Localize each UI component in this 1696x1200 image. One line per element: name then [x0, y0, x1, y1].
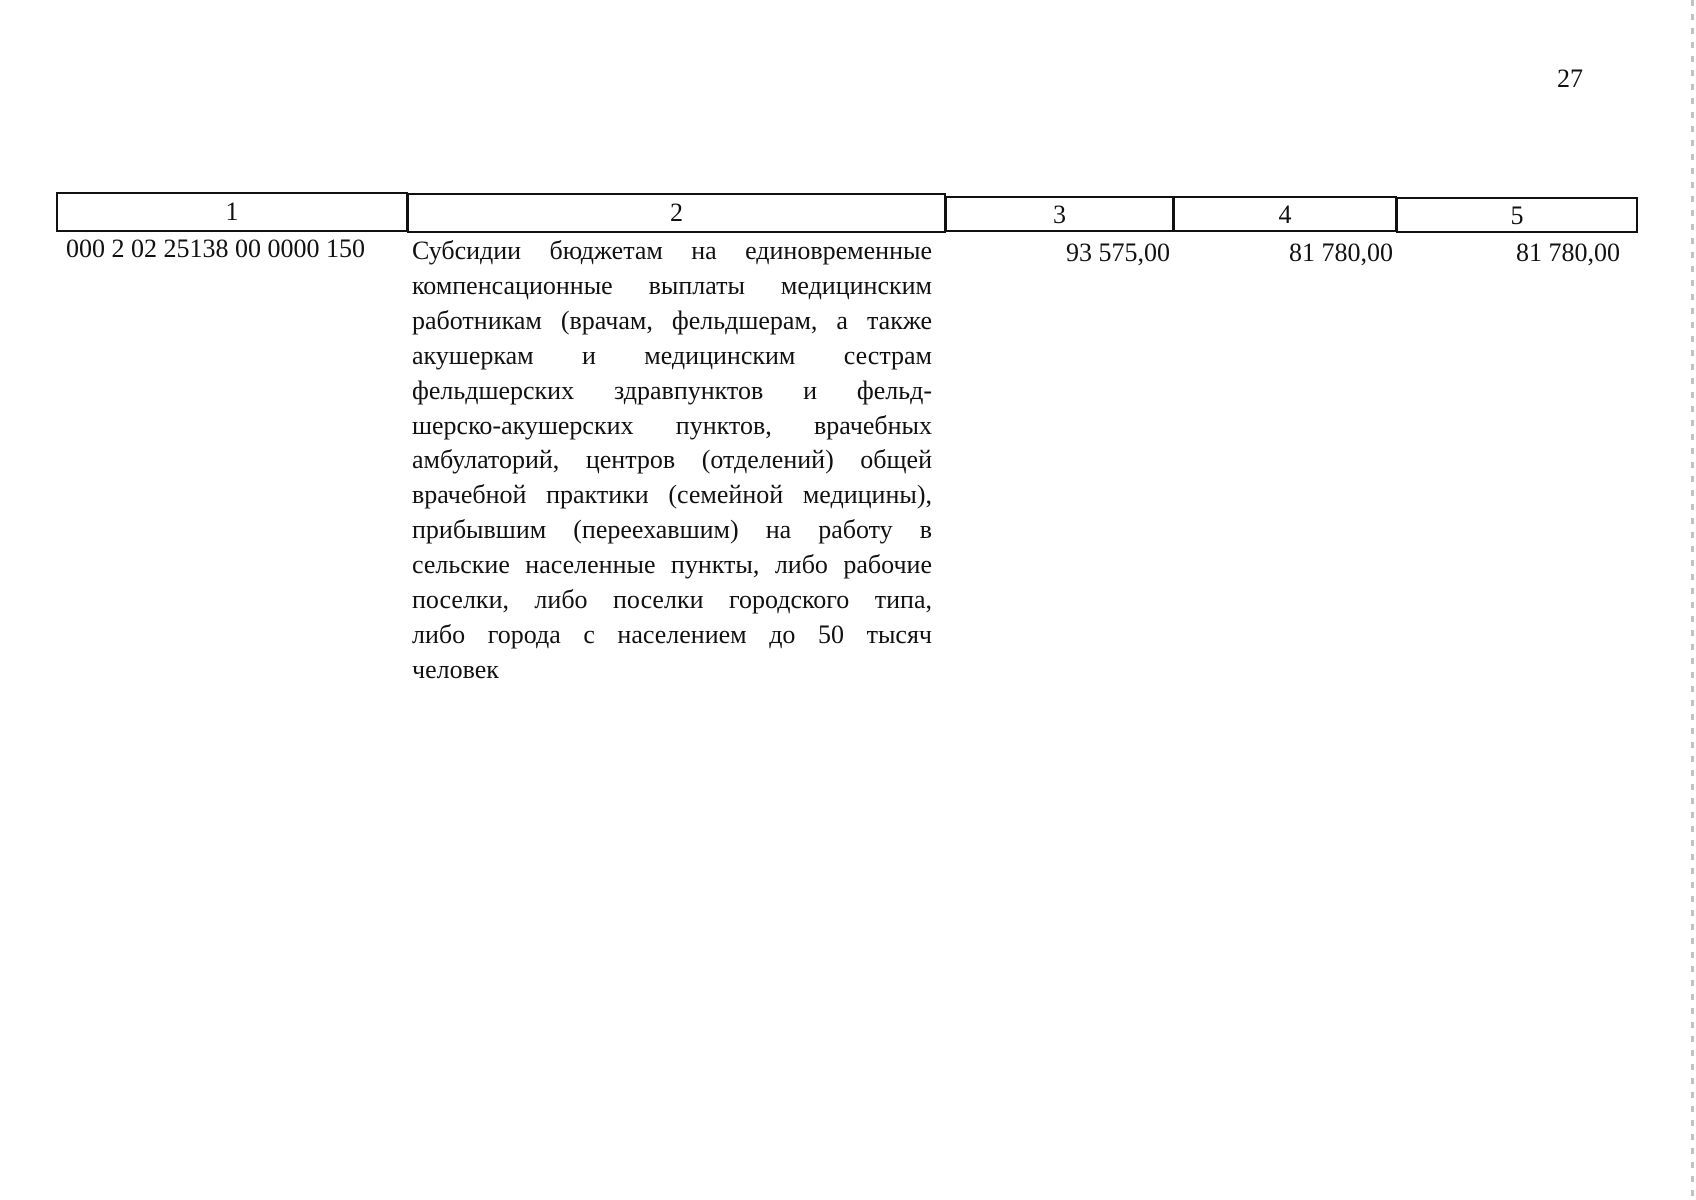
- subsidy-description: [412, 234, 932, 688]
- header-cell-4: 4: [1173, 196, 1397, 232]
- header-cell-3: 3: [945, 196, 1174, 232]
- description-line: амбулаторий, центров (отделений) общей: [412, 445, 932, 475]
- description-line: акушеркам и медицинским сестрам: [412, 340, 932, 370]
- amount-column-3: 93 575,00: [1066, 238, 1170, 267]
- header-cell-2: 2: [407, 193, 946, 233]
- description-line: либо города с населением до 50 тысяч: [412, 619, 932, 649]
- scan-edge-mark: [1691, 0, 1694, 1200]
- description-line: Субсидии бюджетам на единовременные: [412, 236, 932, 265]
- amount-column-5: 81 780,00: [1516, 238, 1620, 267]
- amount-column-4: 81 780,00: [1289, 238, 1393, 267]
- description-line: компенсационные выплаты медицинским: [412, 270, 932, 300]
- header-cell-5: 5: [1396, 197, 1638, 233]
- description-line: фельдшерских здравпунктов и фельд-: [412, 375, 932, 405]
- description-line: прибывшим (переехавшим) на работу в: [412, 515, 932, 545]
- description-line: поселки, либо поселки городского типа,: [412, 585, 932, 615]
- budget-classification-code: 000 2 02 25138 00 0000 150: [66, 234, 365, 263]
- page-number: 27: [1557, 64, 1583, 93]
- description-line: сельские населенные пункты, либо рабочие: [412, 550, 932, 580]
- header-cell-1: 1: [56, 192, 408, 232]
- description-line: человек: [412, 654, 499, 684]
- table-header-row: [0, 192, 1696, 232]
- description-line: шерско-акушерских пунктов, врачебных: [412, 410, 932, 440]
- description-line: работникам (врачам, фельдшерам, а также: [412, 305, 932, 335]
- description-line: врачебной практики (семейной медицины),: [412, 480, 932, 510]
